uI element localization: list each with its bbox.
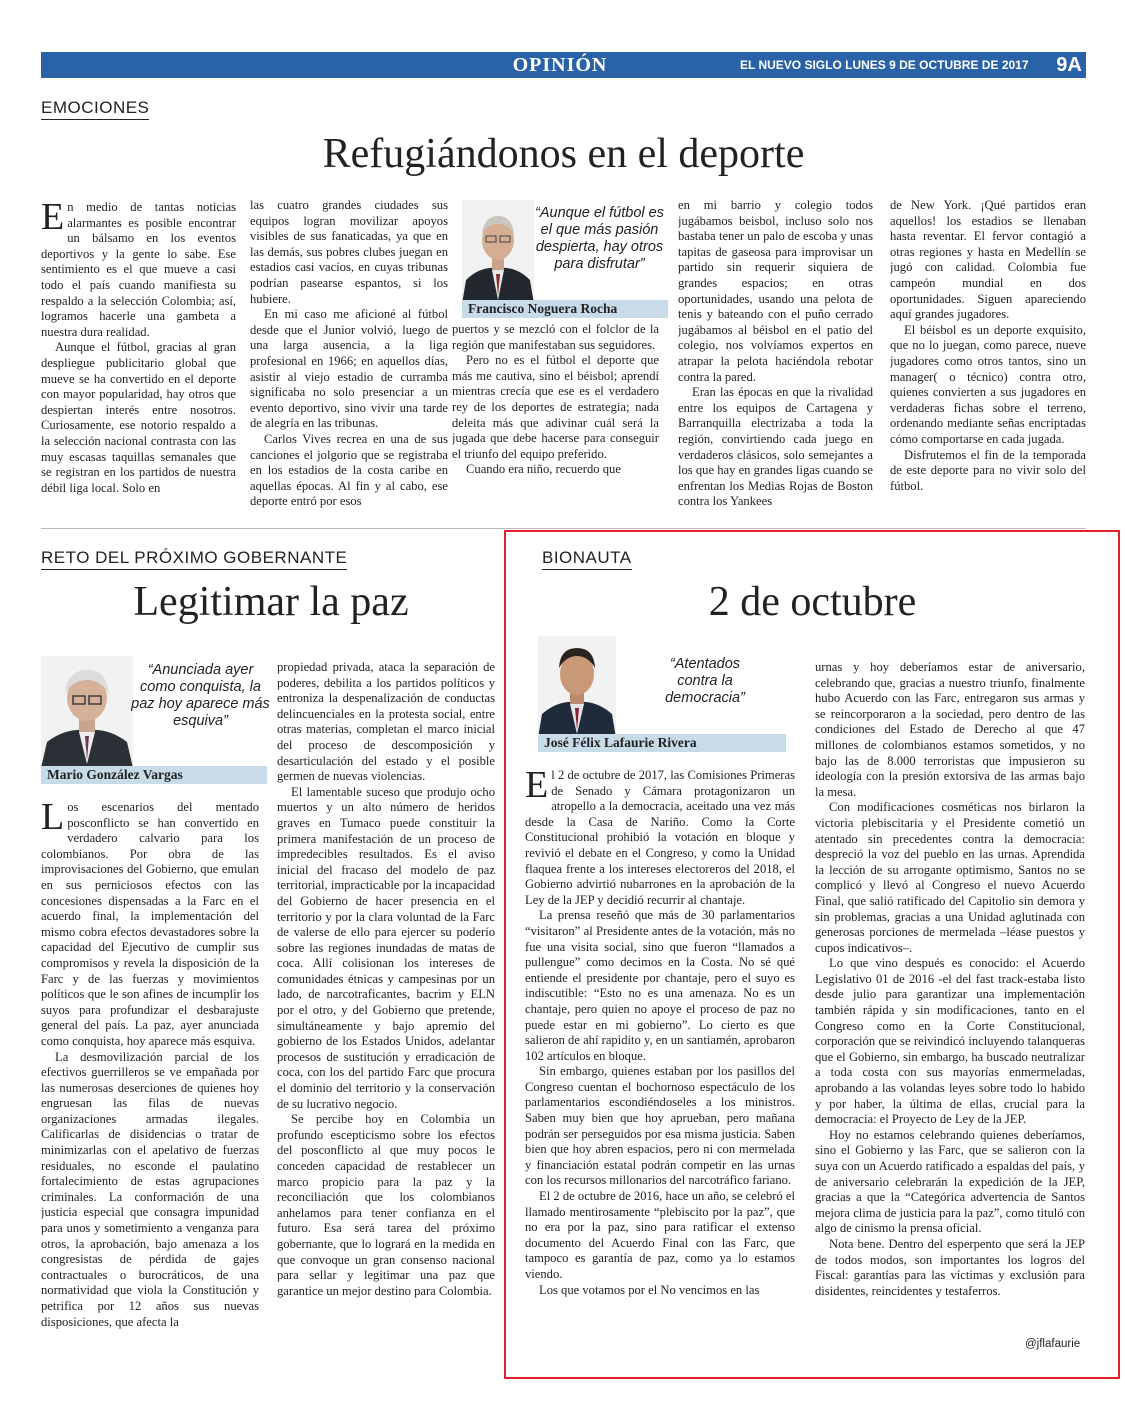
paragraph: las cuatro grandes ciudades sus equipos logran movilizar apoyos visibles de sus fanaticadas, ya que en las demás, sus pobres clubes juegan en estadios casi vacíos, en cuyas tribunas podrían pasearse espantos, si los hubiere. <box>250 198 448 306</box>
paragraph: en mi barrio y colegio todos jugábamos beisbol, incluso solo nos bastaba tener un palo de escoba y unas tapitas de gaseosa para improvisar un partido sin requerir siquiera de grandes espacios; en otras oportunidades, usando una pelota de tenis y bateando con el puño cerrado jugábamos al béisbol en el patio del colegio, nos volvíamos expertos en atrapar la pelota haciéndola rebotar contra la pared. <box>678 198 873 384</box>
article1-column-4 <box>678 198 873 512</box>
paragraph: El béisbol es un deporte exquisito, que no lo juegan, como parece, nueve jugadores como otros tantos, sino un manager( o técnico) contra otro, quienes convierten a sus jugadores en verdaderas fichas sobre el terreno, ordenando mediante señas encriptadas cómo comportarse en cada jugada. <box>890 322 1086 446</box>
author-handle[interactable]: @jflafaurie <box>1025 1338 1081 1350</box>
publication-date: EL NUEVO SIGLO LUNES 9 DE OCTUBRE DE 2017 <box>740 58 1029 72</box>
paragraph: l 2 de octubre de 2017, las Comisiones Primeras de Senado y Cámara protagonizaron un atropello a la democracia, aceitado una vez más desde la Casa de Nariño. Como la Corte Constitucional prohibió la votación en bloque y revivió el debate en el Congreso, y como la Unidad flaquea frente a los intereses electoreros del 2018, el Gobierno advirtió nubarrones en la aprobación de la Ley de la JEP y decidió recurrir al chantaje. <box>525 768 795 907</box>
paragraph: urnas y hoy deberíamos estar de aniversario, celebrando que, gracias a nuestro triunfo, finalmente hubo Acuerdo con las Farc, entregaron sus armas y se reincorporaron a la sociedad, pero dentro de las condiciones del Estado de Derecho al que 47 millones de colombianos estamos sometidos, y no bajo las de 8.000 terroristas que impusieron su ideología con la presión extorsiva de las armas bajo la mesa. <box>815 660 1085 799</box>
paragraph: Con modificaciones cosméticas nos birlaron la victoria plebiscitaria y el Presidente cometió un atentado sin precedentes contra la democracia: despreció la voz del pueblo en las urnas. Aprendida la lección de su arrogante optimismo, Santos no se complicó y llevó al Congreso el nuevo Acuerdo Final, que salió ratificado del Capitolio sin demora y sin problemas, gracias a una Unidad aglutinada con generosas porciones de mermelada –léase puestos y cupos indicativos–. <box>815 800 1085 955</box>
paragraph: Sin embargo, quienes estaban por los pasillos del Congreso cuentan el bochornoso espectáculo de los parlamentarios escondiéndoseles a los ministros. Saben muy bien que hoy aprueban, pero mañana podrán ser perseguidos por esa misma justicia. Saben bien que hoy abren espacios, pero ni con mermelada y financiación estatal podrán competir en las urnas con los recursos millonarios del narcotráfico fariano. <box>525 1064 795 1188</box>
paragraph: n medio de tantas noticias alarmantes es posible encontrar un bálsamo en los eventos deportivos y la gente lo sabe. Ese sentimiento es el que mueve a casi todo el país cuando manifiesta su respaldo a la selección Colombia; así, logramos hacerle una gambeta a nuestra dura realidad. <box>41 200 236 339</box>
article3-pull-quote: “Atentados contra la democracia” <box>665 656 745 706</box>
article1-column-2 <box>250 198 448 512</box>
paragraph: Pero no es el fútbol el deporte que más me cautiva, sino el béisbol; aprendí mientras crecía que ese es el verdadero rey de los deportes de estrategia; nada deleita más que adivinar cuál será la jugada que debe hacerse para conseguir el triunfo del equipo preferido. <box>452 353 659 461</box>
paragraph: Lo que vino después es conocido: el Acuerdo Legislativo 01 de 2016 -el del fast track-estaba listo desde julio para garantizar una implementación también rápida y sin modificaciones, tanto en el Congreso como en la Corte Constitucional, corporación que se reivindicó incluyendo talanqueras que el Gobierno, sin embargo, ha buscado neutralizar a toda costa con sus mayorías enmermeladas, aprobando a las volandas leyes sobre todo lo habido y por haber, la última de ellas, crucial para la democracia: el Proyecto de Ley de la JEP. <box>815 956 1085 1127</box>
article1-dropcap: E <box>41 200 65 238</box>
author-photo <box>41 656 133 768</box>
article1-column-3 <box>452 322 659 512</box>
paragraph: Se percibe hoy en Colombia un profundo escepticismo sobre los efectos del posconflicto al que muy pocos le conceden capacidad de restablecer un marco propicio para la paz y la reconciliación que los colombianos anhelamos para tener confianza en el futuro. Esa será tarea del próximo gobernante, que lo logrará en la medida en que convoque un gran consenso nacional para sellar y legitimar una paz que garantice un mejor destino para Colombia. <box>277 1112 495 1298</box>
paragraph: os escenarios del mentado posconflicto se han convertido en verdadero calvario para los colombianos. Por obra de las improvisaciones del Gobierno, que emulan en sus perniciosos efectos con las concesiones dispensadas a la Farc en el acuerdo final, la implementación del mismo cobra efectos devastadores sobre la capacidad del Ejecutivo de cumplir sus compromisos y revela la disposición de la Farc y de las fuerzas y movimientos políticos que le son afines de incumplir los suyos para profundizar el desbarajuste general del país. La paz, ayer anunciada como conquista, hoy aparece más esquiva. <box>41 800 259 1048</box>
article1-headline: Refugiándonos en el deporte <box>322 131 805 177</box>
article2-author-name: Mario González Vargas <box>41 766 267 784</box>
paragraph: propiedad privada, ataca la separación de poderes, debilita a los partidos políticos y entroniza la despenalización de conductas delincuenciales en la protesta social, entre otras materias, completan el marco inicial del proceso de descomposición y desarticulación del estado y el posible germen de nuevas violencias. <box>277 660 495 784</box>
article2-column-1 <box>41 800 259 1355</box>
paragraph: Aunque el fútbol, gracias al gran despliegue publicitario global que mueve se ha convertido en el deporte con mayor popularidad, hay otros que despiertan interés entre nosotros. Curiosamente, ese notorio respaldo a la selección nacional contrasta con las muy escasas taquillas semanales que se registran en los partidos de nuestra débil liga local. Solo en <box>41 340 236 495</box>
article1-section-label: EMOCIONES <box>41 98 149 120</box>
article2-pull-quote: “Anunciada ayer como conquista, la paz hoy aparece más esquiva” <box>131 662 270 729</box>
article2-headline: Legitimar la paz <box>133 579 409 625</box>
paragraph: El lamentable suceso que produjo ocho muertos y un alto número de heridos graves en Tumaco puede constituir la primera manifestación de un proceso de impredecibles resultados. Es el aviso inicial del fracaso del modelo de paz territorial, impracticable por la incapacidad del Gobierno de hacer presencia en el territorio y por la clara voluntad de la Farc de valerse de ello para ejercer su poderío sobre las regiones inundadas de matas de coca. Allí colisionan los intereses de comunidades étnicas y campesinas por un lado, de narcotraficantes, bacrim y ELN por el otro, y del Gobierno que pretende, simultáneamente y bajo apremio del gobierno de los Estados Unidos, adelantar procesos de sustitución y erradicación de coca, con los del partido Farc que procura el dominio del territorio y la conservación de su lucrativo negocio. <box>277 784 495 1111</box>
paragraph: de New York. ¡Qué partidos eran aquellos! los estadios se llenaban hasta reventar. El fervor contagió a otras regiones y hasta en Medellín se jugó con calidad. Colombia fue campeón mundial en dos oportunidades. Siguen apareciendo aquí grandes jugadores. <box>890 198 1086 322</box>
article2-section-label: RETO DEL PRÓXIMO GOBERNANTE <box>41 548 347 570</box>
article1-column-5 <box>890 198 1086 512</box>
paragraph: En mi caso me aficioné al fútbol desde que el Junior volvió, luego de una larga ausencia, a la liga profesional en 1966; en aquellos días, asistir al viejo estadio de curramba significaba no solo presenciar a un evento deportivo, sino vivir una tarde de alegría en las tribunas. <box>250 307 448 431</box>
paragraph: La prensa reseñó que más de 30 parlamentarios “visitaron” al Presidente antes de la votación, más no fue una visita social, sino que fueron “llamados a pullengue” como decimos en la Costa. No sé qué entiende el presidente por chantaje, pero el suyo es indiscutible: “Esto no es una amenaza. No es un chantaje, pero quien no apoye el proceso de paz no puede estar en mi gobierno”. Lo cierto es que salieron de ahí rapidito y, en un santiamén, aprobaron 102 artículos en bloque. <box>525 908 795 1063</box>
page-number: 9A <box>1056 54 1082 76</box>
paragraph: Eran las épocas en que la rivalidad entre los equipos de Cartagena y Barranquilla electrizaba a toda la región, convirtiendo cada juego en verdaderos clásicos, solo semejantes a los que hay en grandes ligas cuando se enfrentan los Medias Rojas de Boston contra los Yankees <box>678 385 873 509</box>
paragraph: Disfrutemos el fin de la temporada de este deporte para no vivir solo del fútbol. <box>890 447 1086 493</box>
section-title: OPINIÓN <box>512 54 608 76</box>
article3-column-2 <box>815 660 1085 1335</box>
article3-headline: 2 de octubre <box>708 579 917 625</box>
article3-author-name: José Félix Lafaurie Rivera <box>538 734 786 752</box>
section-divider <box>41 528 1086 529</box>
paragraph: Los que votamos por el No vencimos en las <box>539 1282 760 1297</box>
paragraph: El 2 de octubre de 2016, hace un año, se celebró el llamado mentirosamente “plebiscito por la paz”, que no era por la paz, sino para ratificar el extenso documento del Acuerdo Final con las Farc, que tampoco es garantía de paz, como ya lo estamos viendo. <box>525 1189 795 1281</box>
article1-author-name: Francisco Noguera Rocha <box>462 300 668 318</box>
article3-section-label: BIONAUTA <box>542 548 632 570</box>
article3-column-1 <box>525 768 795 1348</box>
paragraph: Hoy no estamos celebrando quienes deberíamos, sino el Gobierno y las Farc, que se salieron con la suya con un Acuerdo ratificado a espaldas del país, y de aniversario celebrarán la expedición de la JEP, gracias a que la “Categórica advertencia de Santos mejora clima de justicia para la paz”, como tituló con algo de cinismo la prensa oficial. <box>815 1127 1085 1236</box>
paragraph: La desmovilización parcial de los efectivos guerrilleros se ve empañada por las numerosas deserciones de quienes hoy engruesan las filas de nuevas organizaciones armadas ilegales. Calificarlas de disidencias o tratar de minimizarlas con el apelativo de fuerzas residuales, no esconde el paulatino fortalecimiento de estas agrupaciones criminales. La conformación de una justicia especial que consagra impunidad para unos y sometimiento a venganza para otros, la aprobación, bajo amenaza a los congresistas de pérdida de gajes contractuales o burocráticos, de una normatividad que viola la Constitución y petrifica por 12 años sus nuevas disposiciones, que afecta la <box>41 1049 259 1329</box>
paragraph: Nota bene. Dentro del esperpento que será la JEP de todos modos, son importantes los logros del Fiscal: garantías para las víctimas y exclusión para disidentes, reincidentes y testaferros. <box>815 1236 1085 1298</box>
paragraph: Cuando era niño, recuerdo que <box>466 462 621 477</box>
paragraph: Carlos Vives recrea en una de sus canciones el jolgorio que se registraba en los estadios de la costa caribe en aquellas épocas. Al fin y al cabo, ese deporte entró por esos <box>250 431 448 509</box>
author-photo <box>538 636 616 738</box>
article3-dropcap: E <box>525 768 549 806</box>
author-photo <box>462 200 534 304</box>
paragraph: puertos y se mezcló con el folclor de la región que manifestaban sus seguidores. <box>452 322 659 352</box>
article2-column-2 <box>277 660 495 1355</box>
article1-pull-quote: “Aunque el fútbol es el que más pasión despierta, hay otros para disfrutar” <box>535 205 664 272</box>
article2-dropcap: L <box>41 800 65 838</box>
article1-column-1 <box>41 200 236 512</box>
